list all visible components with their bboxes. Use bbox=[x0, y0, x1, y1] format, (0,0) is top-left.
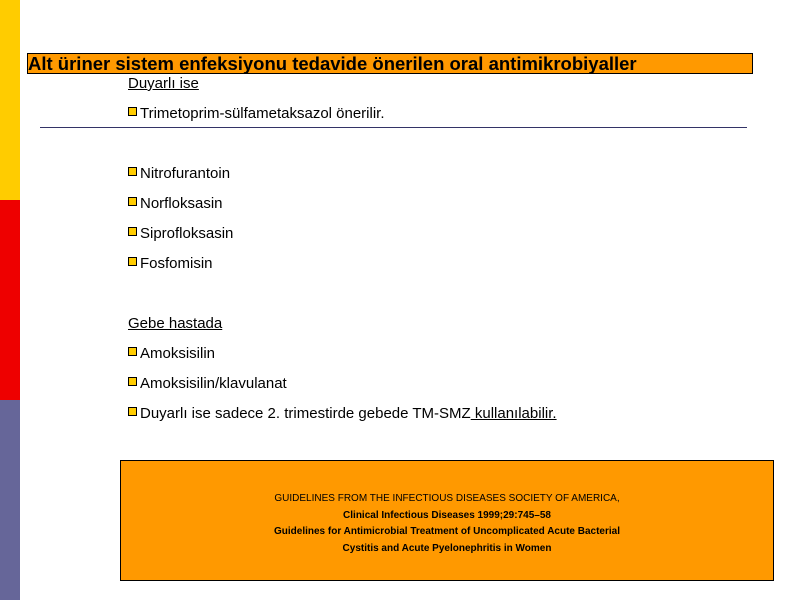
square-bullet-icon bbox=[128, 407, 137, 416]
square-bullet-icon bbox=[128, 257, 137, 266]
list-item: Amoksisilin/klavulanat bbox=[128, 375, 287, 393]
section-heading-duyarli: Duyarlı ise bbox=[128, 75, 199, 92]
reference-line-1: GUIDELINES FROM THE INFECTIOUS DISEASES SOCIETY OF AMERICA, bbox=[274, 493, 620, 504]
reference-line-2: Clinical Infectious Diseases 1999;29:745–58 bbox=[343, 509, 551, 521]
square-bullet-icon bbox=[128, 197, 137, 206]
list-item: Fosfomisin bbox=[128, 255, 213, 273]
list-item: Siprofloksasin bbox=[128, 225, 233, 243]
reference-line-3: Guidelines for Antimicrobial Treatment of Uncomplicated Acute Bacterial bbox=[274, 526, 620, 537]
square-bullet-icon bbox=[128, 167, 137, 176]
square-bullet-icon bbox=[128, 347, 137, 356]
list-item: Nitrofurantoin bbox=[128, 165, 230, 183]
reference-line-4: Cystitis and Acute Pyelonephritis in Women bbox=[342, 542, 552, 554]
square-bullet-icon bbox=[128, 377, 137, 386]
list-item: Amoksisilin bbox=[128, 345, 215, 363]
sidebar-blue-block bbox=[0, 400, 20, 600]
sidebar-red-block bbox=[0, 200, 20, 400]
underlined-suffix: kullanılabilir. bbox=[470, 405, 557, 422]
list-item: Norfloksasin bbox=[128, 195, 223, 213]
slide-title: Alt üriner sistem enfeksiyonu tedavide önerilen oral antimikrobiyaller bbox=[27, 53, 753, 74]
reference-box bbox=[120, 460, 774, 581]
square-bullet-icon bbox=[128, 227, 137, 236]
list-item: Duyarlı ise sadece 2. trimestirde gebede TM-SMZ kullanılabilir. bbox=[128, 405, 557, 423]
divider bbox=[40, 127, 747, 128]
list-item: Trimetoprim-sülfametaksazol önerilir. bbox=[128, 105, 385, 123]
sidebar-yellow-block bbox=[0, 0, 20, 200]
square-bullet-icon bbox=[128, 107, 137, 116]
section-heading-gebe: Gebe hastada bbox=[128, 315, 223, 332]
